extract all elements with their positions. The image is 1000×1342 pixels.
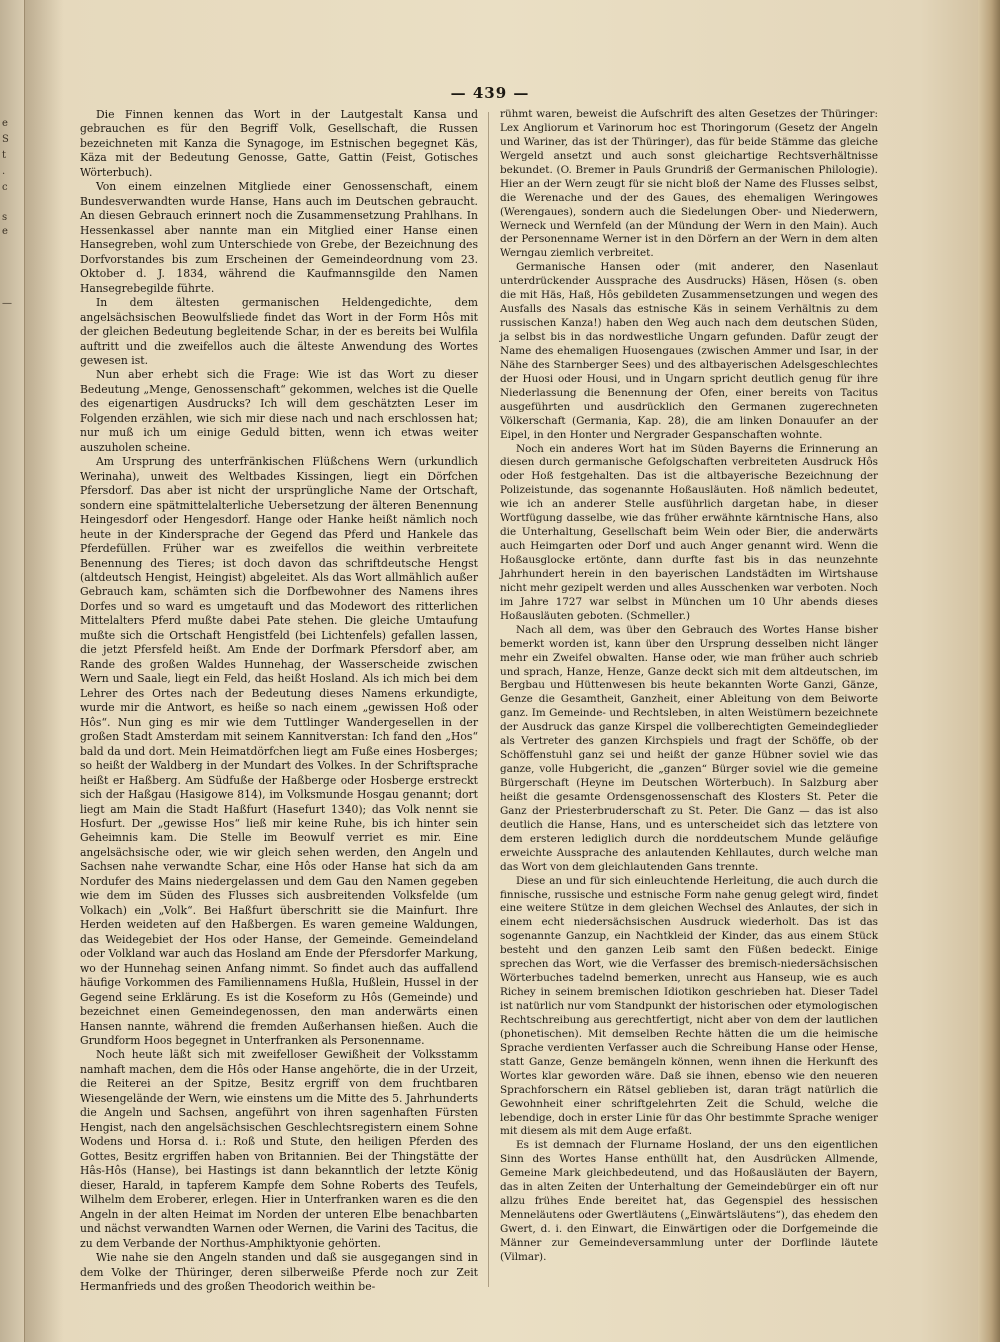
margin-fragment: s (2, 212, 8, 223)
margin-fragment: — (2, 298, 12, 309)
paragraph: In dem ältesten germanischen Heldengedichte, dem angelsächsischen Beowulfsliede findet das Wort in der Form Hôs mit der gleichen Bedeutung begleitende Schar, in der es bereits bei Wulfila auftritt und die zweifellos auch die älteste Anwendung des Wortes gewesen ist. (80, 296, 478, 367)
margin-fragment: e (2, 226, 8, 237)
text-column-right (500, 108, 878, 1265)
gutter-shadow (24, 0, 64, 1342)
margin-fragment: t (2, 150, 7, 161)
paragraph: Es ist demnach der Flurname Hosland, der uns den eigentlichen Sinn des Wortes Hanse enthüllt hat, den Ausdrücken Allmende, Gemeine Mark gleichbedeutend, und das Hoßausläuten der Bayern, das in alten Zeiten der Unterhaltung der Gemeindebürger ein oft nur allzu frühes Ende bereitet hat, das Gegenspiel des hessischen Menneläutens oder Gwertläutens („Einwärtsläutens“), das ehedem den Gwert, d. i. den Einwart, die Einwärtigen oder die Dorfgemeinde die Männer zur Gemeindeversammlung unter der Dorflinde läutete (Vilmar). (500, 1139, 878, 1263)
margin-fragment: . (2, 166, 6, 177)
margin-fragment: c (2, 182, 8, 193)
paragraph: Die Finnen kennen das Wort in der Lautgestalt Kansa und gebrauchen es für den Begriff Volk, Gesellschaft, die Russen bezeichneten mit Kanza die Synagoge, im Estnischen begegnet Käs, Käza mit der Bedeutung Genosse, Gatte, Gattin (Feist, Gotisches Wörterbuch). (80, 108, 478, 179)
paragraph: Nach all dem, was über den Gebrauch des Wortes Hanse bisher bemerkt worden ist, kann über den Ursprung desselben nicht länger mehr ein Zweifel obwalten. Hanse oder, wie man früher auch schrieb und sprach, Hanze, Henze, Ganze deckt sich mit dem altdeutschen, im Bergbau und Hüttenwesen bis heute bekannten Worte Ganzi, Gänze, Genze die Gesamtheit, Ganzheit, einer Ableitung von dem Beiworte ganz. Im Gemeinde- und Rechtsleben, in alten Weistümern bezeichnete der Ausdruck das ganze Kirspel die vollberechtigten Gemeindeglieder als Vertreter des ganzen Kirchspiels und fragt der Schöffe, ob der Schöffenstuhl ganz sei und heißt der ganze Hübner soviel wie das ganze, volle Hubgericht, die „ganzen“ Bürger soviel wie die gemeine Bürgerschaft (Heyne im Deutschen Wörterbuch). In Salzburg aber heißt die gesamte Ordensgenossenschaft des Klosters St. Peter die Ganz der Priesterbruderschaft zu St. Peter. Die Ganz — das ist also deutlich die Hanse, Hans, und es unterscheidet sich das letztere von dem ersteren lediglich durch die norddeutschem Munde geläufige erweichte Aussprache des anlautenden Kehllautes, durch welche man das Wort von dem gleichlautenden Gans trennte. (500, 623, 878, 873)
margin-fragment: e (2, 118, 8, 129)
previous-page-edge (0, 0, 25, 1342)
page-edge (978, 0, 1000, 1342)
paragraph: Von einem einzelnen Mitgliede einer Genossenschaft, einem Bundesverwandten wurde Hanse, Hans auch im Deutschen gebraucht. An diesen Gebrauch erinnert noch die Zusammensetzung Prahlhans. In Hessenkassel aber nannte man ein Mitglied einer Hanse einen Hansegreben, wohl zum Unterschiede von Grebe, der Bezeichnung des Dorfvorstandes bis zum Erscheinen der Gemeindeordnung vom 23. Oktober d. J. 1834, während die Kaufmannsgilde den Namen Hansegrebegilde führte. (80, 180, 478, 295)
paragraph: Noch heute läßt sich mit zweifelloser Gewißheit der Volksstamm namhaft machen, dem die Hôs oder Hanse angehörte, die in der Urzeit, die Reiterei an der Spitze, Besitz ergriff von dem fruchtbaren Wiesengelände der Wern, wie einstens um die Mitte des 5. Jahrhunderts die Angeln und Sachsen, angeführt von ihren sagenhaften Fürsten Hengist, nach den angelsächsischen Geschlechtsregistern einem Sohne Wodens und Horsa d. i.: Roß und Stute, den heiligen Pferden des Gottes, Besitz ergriffen haben von Britannien. Bei der Thingstätte der Hâs-Hôs (Hanse), bei Hastings ist dann bekanntlich der letzte König dieser, Harald, in tapferem Kampfe dem Sohne Roberts des Teufels, Wilhelm dem Eroberer, erlegen. Hier in Unterfranken waren es die den Angeln in der alten Heimat im Norden der unteren Elbe benachbarten und nächst verwandten Warnen oder Wernen, die Varini des Tacitus, die zu dem Verbande der Northus-Amphiktyonie gehörten. (80, 1048, 478, 1250)
paragraph: Wie nahe sie den Angeln standen und daß sie ausgegangen sind in dem Volke der Thüringer, deren silberweiße Pferde noch zur Zeit Hermanfrieds und des großen Theodorich weithin be- (80, 1251, 478, 1293)
paragraph: rühmt waren, beweist die Aufschrift des alten Gesetzes der Thüringer: Lex Angliorum et Varinorum hoc est Thoringorum (Gesetz der Angeln und Wariner, das ist der Thüringer), das für beide Stämme das gleiche Wergeld ansetzt und auch sonst gleichartige Rechtsverhältnisse bekundet. (O. Bremer in Pauls Grundriß der Germanischen Philologie). Hier an der Wern zeugt für sie nicht bloß der Name des Flusses selbst, die Werenache und der des Gaues, des ehemaligen Weringowes (Werengaues), sondern auch die Siedelungen Ober- und Niederwern, Werneck und Wernfeld (an der Mündung der Wern in den Main). Auch der Personenname Werner ist in den Dörfern an der Wern in dem alten Werngau ziemlich verbreitet. (500, 108, 878, 260)
column-divider (488, 112, 489, 1287)
paragraph: Diese an und für sich einleuchtende Herleitung, die auch durch die finnische, russische und estnische Form nahe genug gelegt wird, findet eine weitere Stütze in dem gleichen Wechsel des Anlautes, der sich in einem echt niedersächsischen Ausdruck wiederholt. Das ist das sogenannte Ganzup, ein Nachtkleid der Kinder, das aus einem Stück besteht und den ganzen Leib samt den Füßen bedeckt. Einige sprechen das Wort, wie die Verfasser des bremisch-niedersächsischen Wörterbuches tadelnd bemerken, unrecht aus Hanseup, wie es auch Richey in seinem bremischen Idiotikon geschrieben hat. Dieser Tadel ist natürlich nur vom Standpunkt der historischen oder etymologischen Rechtschreibung aus gerechtfertigt, nicht aber von dem der lautlichen (phonetischen). Mit demselben Rechte hätten die um die heimische Sprache verdienten Verfasser auch die Schreibung Hanse oder Hense, statt Ganze, Genze bemängeln können, wenn ihnen die Herkunft des Wortes klar geworden wäre. Daß sie ihnen, ebenso wie den neueren Sprachforschern ein Rätsel geblieben ist, daran trägt natürlich die Gewohnheit einer schriftgelehrten Zeit die Schuld, welche die lebendige, doch in erster Linie für das Ohr bestimmte Sprache weniger mit diesem als mit dem Auge erfaßt. (500, 874, 878, 1138)
paragraph: Nun aber erhebt sich die Frage: Wie ist das Wort zu dieser Bedeutung „Menge, Genossenschaft“ gekommen, welches ist die Quelle des eigenartigen Ausdrucks? Ich will dem geschätzten Leser im Folgenden erzählen, wie sich mir diese nach und nach erschlossen hat; nur muß ich um einige Geduld bitten, wenn ich etwas weiter auszuholen scheine. (80, 368, 478, 454)
paragraph: Noch ein anderes Wort hat im Süden Bayerns die Erinnerung an diesen durch germanische Gefolgschaften verbreiteten Ausdruck Hôs oder Hoß festgehalten. Das ist die altbayerische Bezeichnung der Polizeistunde, das sogenannte Hoßausläuten. Hoß nämlich bedeutet, wie ich an anderer Stelle ausführlich dargetan habe, in dieser Wortfügung dasselbe, wie das früher erwähnte kärntnische Hans, also die Unterhaltung, Gesellschaft beim Wein oder Bier, die anderwärts auch Heimgarten oder Dorf und auch Anger genannt wird. Wenn die Hoßausglocke ertönte, dann durfte fast bis in das neunzehnte Jahrhundert herein in den bayerischen Landstädten im Wirtshause nicht mehr gezipelt werden und alles Ausschenken war verboten. Noch im Jahre 1727 war selbst in München um 10 Uhr abends dieses Hoßausläuten geboten. (Schmeller.) (500, 442, 878, 622)
paragraph: Am Ursprung des unterfränkischen Flüßchens Wern (urkundlich Werinaha), unweit des Weltbades Kissingen, liegt ein Dörfchen Pfersdorf. Das aber ist nicht der ursprüngliche Name der Ortschaft, sondern eine spätmittelalterliche Uebersetzung der älteren Benennung Heingesdorf oder Hengesdorf. Hange oder Hanke heißt nämlich noch heute in der Kindersprache der Gegend das Pferd und Hankele das Pferdefüllen. Früher war es zweifellos die weithin verbreitete Benennung des Tieres; ist doch davon das schriftdeutsche Hengst (altdeutsch Hengist, Heingist) abgeleitet. Als das Wort allmählich außer Gebrauch kam, schämten sich die Dorfbewohner des Namens ihres Dorfes und so ward es umgetauft und das Modewort des ritterlichen Mittelalters Pferd mußte dabei Pate stehen. Die gleiche Umtaufung mußte sich die Ortschaft Hengistfeld (bei Lichtenfels) gefallen lassen, die jetzt Pfersfeld heißt. Am Ende der Dorfmark Pfersdorf aber, am Rande des großen Waldes Hunnehag, der Wasserscheide zwischen Wern und Saale, liegt ein Feld, das heißt Hosland. Als ich mich bei dem Lehrer des Ortes nach der Bedeutung dieses Namens erkundigte, wurde mir die Antwort, es heiße so nach einem „gewissen Hoß oder Hôs“. Nun ging es mir wie dem Tuttlinger Wandergesellen in der großen Stadt Amsterdam mit seinem Kannitverstan: Ich fand den „Hos“ bald da und dort. Mein Heimatdörfchen liegt am Fuße eines Hosberges; so heißt der Waldberg in der Mundart des Volkes. In der Schriftsprache heißt er Haßberg. Am Südfuße der Haßberge oder Hosberge erstreckt sich der Haßgau (Hasigowe 814), im Volksmunde Hosgau genannt; dort liegt am Main die Stadt Haßfurt (Hasefurt 1340); das Volk nennt sie Hosfurt. Der „gewisse Hos“ ließ mir keine Ruhe, bis ich hinter sein Geheimnis kam. Die Stelle im Beowulf verriet es mir. Eine angelsächsische oder, wie wir gleich sehen werden, den Angeln und Sachsen nahe verwandte Schar, eine Hôs oder Hanse hat sich da am Nordufer des Mains niedergelassen und dem Gau den Namen gegeben wie dem im Süden des Flusses sich ausbreitenden Volksfelde (um Volkach) ein „Volk“. Bei Haßfurt überschritt sie die Mainfurt. Ihre Herden weideten auf den Haßbergen. Es waren gemeine Waldungen, das Weidegebiet der Hos oder Hanse, der Gemeinde. Gemeindeland oder Volkland war auch das Hosland am Ende der Pfersdorfer Markung, wo der Hunnehag seinen Anfang nimmt. So findet auch das auffallend häufige Vorkommen des Familiennamens Hußla, Hußlein, Hussel in der Gegend seine Erklärung. Es ist die Koseform zu Hôs (Gemeinde) und bezeichnet einen Gemeindegenossen, den man anderwärts einen Hansen nannte, während die fremden Außerhansen hießen. Auch die Grundform Hoos begegnet in Unterfranken als Personenname. (80, 455, 478, 1047)
page-number: — 439 — (450, 84, 530, 102)
paragraph: Germanische Hansen oder (mit anderer, den Nasenlaut unterdrückender Aussprache des Ausdrucks) Häsen, Hösen (s. oben die mit Häs, Haß, Hôs gebildeten Zusammensetzungen und wegen des Ausfalls des Nasals das estnische Käs in seinem Verhältnis zu dem russischen Kanza!) haben den Weg auch nach dem deutschen Süden, ja selbst bis in das nordwestliche Ungarn gefunden. Dafür zeugt der Name des ehemaligen Huosengaues (zwischen Ammer und Isar, in der Nähe des Starnberger Sees) und des altbayerischen Adelsgeschlechtes der Huosi oder Housi, und in Ungarn spricht deutlich genug für ihre Niederlassung die Benennung der Ofen, einer bereits von Tacitus ausgeführten und ausdrücklich den Germanen zugerechneten Völkerschaft (Germania, Kap. 28), die am linken Donauufer an der Eipel, in den Honter und Nergrader Gespanschaften wohnte. (500, 261, 878, 441)
margin-fragment: S (2, 134, 9, 145)
text-column-left (80, 108, 478, 1294)
